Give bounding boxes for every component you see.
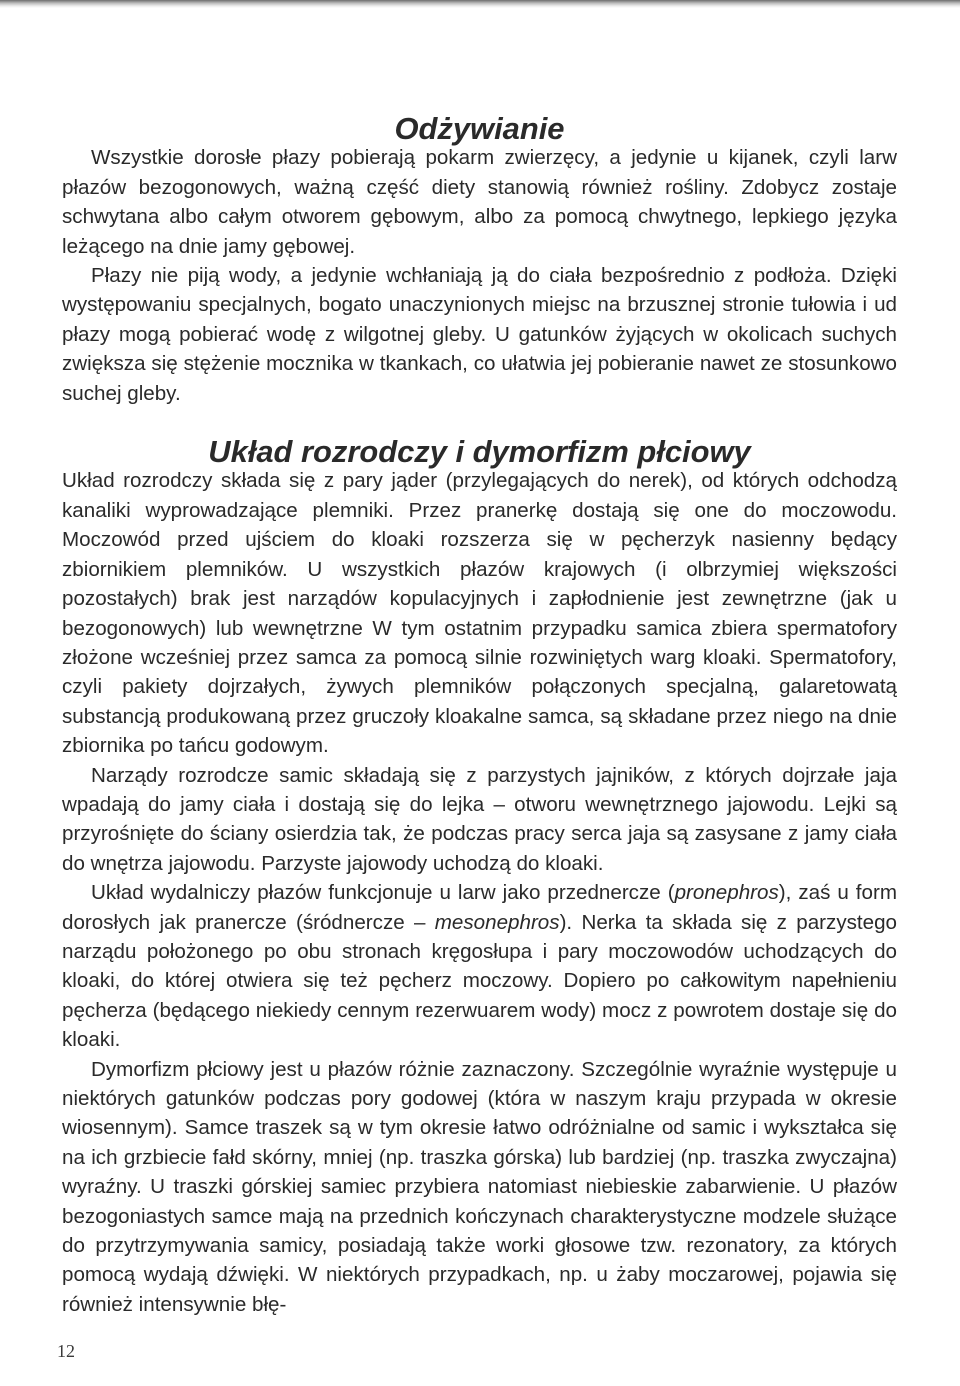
paragraph: Dymorfizm płciowy jest u płazów różnie zaznaczony. Szczególnie wyraźnie występuje u niektórych gatunków podczas pory godowej (która w naszym kraju przypada w okresie wiosennym). Samce traszek są w tym okresie łatwo odróżnialne od samic i wykształca się na ich grzbiecie fałd skórny, mniej (np. traszka górska) lub bardziej (np. traszka zwyczajna) wyraźny. U traszki górskiej samiec przybiera natomiast niebieskie zabarwienie. U płazów bezogoniastych samce mają na przednich kończynach charakterystyczne modzele służące do przytrzymywania samicy, posiadają także worki głosowe tzw. rezonatory, za których pomocą wydają dźwięki. W niektórych przypadkach, np. u żaby moczarowej, pojawia się również intensywnie błę-	[62, 1057, 897, 1316]
page-number: 12	[57, 1341, 75, 1361]
paragraph: Wszystkie dorosłe płazy pobierają pokarm zwierzęcy, a jedynie u kijanek, czyli larw płazów bezogonowych, ważną część diety stanowią również rośliny. Zdobycz zostaje schwytana albo całym otworem gębowym, albo za pomocą chwytnego, lepkiego języka leżącego na dnie jamy gębowej.	[62, 146, 897, 258]
latin-term: pronephros	[674, 881, 779, 905]
paragraph: Układ rozrodczy składa się z pary jąder (przylegających do nerek), od których odchodzą kanaliki wyprowadzające plemniki. Przez pranerkę dostają się one do moczowodu. Moczowód przed ujściem do kloaki rozszerza się w pęcherzyk nasienny będący zbiornikiem plemników. U wszystkich płazów krajowych (i olbrzymiej większości pozostałych) brak jest narządów kopulacyjnych i zapłodnienie jest zewnętrzne (jak u bezogonowych) lub wewnętrzne W tym ostatnim przypadku samica zbiera spermatofory złożone wcześniej przez samca za pomocą silnie rozwiniętych warg kloaki. Spermatofory, czyli pakiety dojrzałych, żywych plemników połączonych specjalną, galaretowatą substancją produkowaną przez gruczoły kloakalne samca, są składane przez niego na dnie zbiornika po tańcu godowym.	[62, 469, 897, 758]
scan-edge	[0, 0, 960, 8]
latin-term: mesonephros	[434, 910, 560, 934]
paragraph: Narządy rozrodcze samic składają się z parzystych jajników, z których dojrzałe jaja wpadają do jamy ciała i dostają się do lejka – otworu wewnętrznego jajowodu. Lejki są przyrośnięte do ściany osierdzia tak, że podczas pracy serca jaja są zasysane z jamy ciała do wnętrza jajowodu. Parzyste jajowody uchodzą do kloaki.	[62, 763, 897, 875]
text-run: ). Nerka ta składa się z parzystego narządu położonego po obu stronach kręgosłupa i pary moczowodów uchodzących do kloaki, do której otwiera się też pęcherz moczowy. Dopiero po całkowitym napełnieniu pęcherza (będącego niekiedy cennym rezerwuarem wody) mocz z powrotem dostaje się do kloaki.	[62, 910, 897, 1052]
text-run: ), zaś u form dorosłych jak pranercze (śródnercze –	[62, 881, 897, 934]
section-heading-reproduction: Układ rozrodczy i dymorfizm płciowy	[208, 434, 751, 470]
paragraph: Płazy nie piją wody, a jedynie wchłaniają ją do ciała bezpośrednio z podłoża. Dzięki występowaniu specjalnych, bogato unaczynionych miejsc na brzusznej stronie tułowia i ud płazy mogą pobierać wodę z wilgotnej gleby. U gatunków żyjących w okolicach suchych zwiększa się stężenie mocznika w tkankach, co ułatwia jej pobieranie nawet ze stosunkowo suchej gleby.	[62, 264, 897, 405]
section-heading-feeding: Odżywianie	[394, 111, 565, 146]
paragraph	[62, 878, 897, 1054]
text-run: Układ wydalniczy płazów funkcjonuje u larw jako przednercze (	[91, 881, 675, 905]
page-body	[62, 112, 897, 1319]
